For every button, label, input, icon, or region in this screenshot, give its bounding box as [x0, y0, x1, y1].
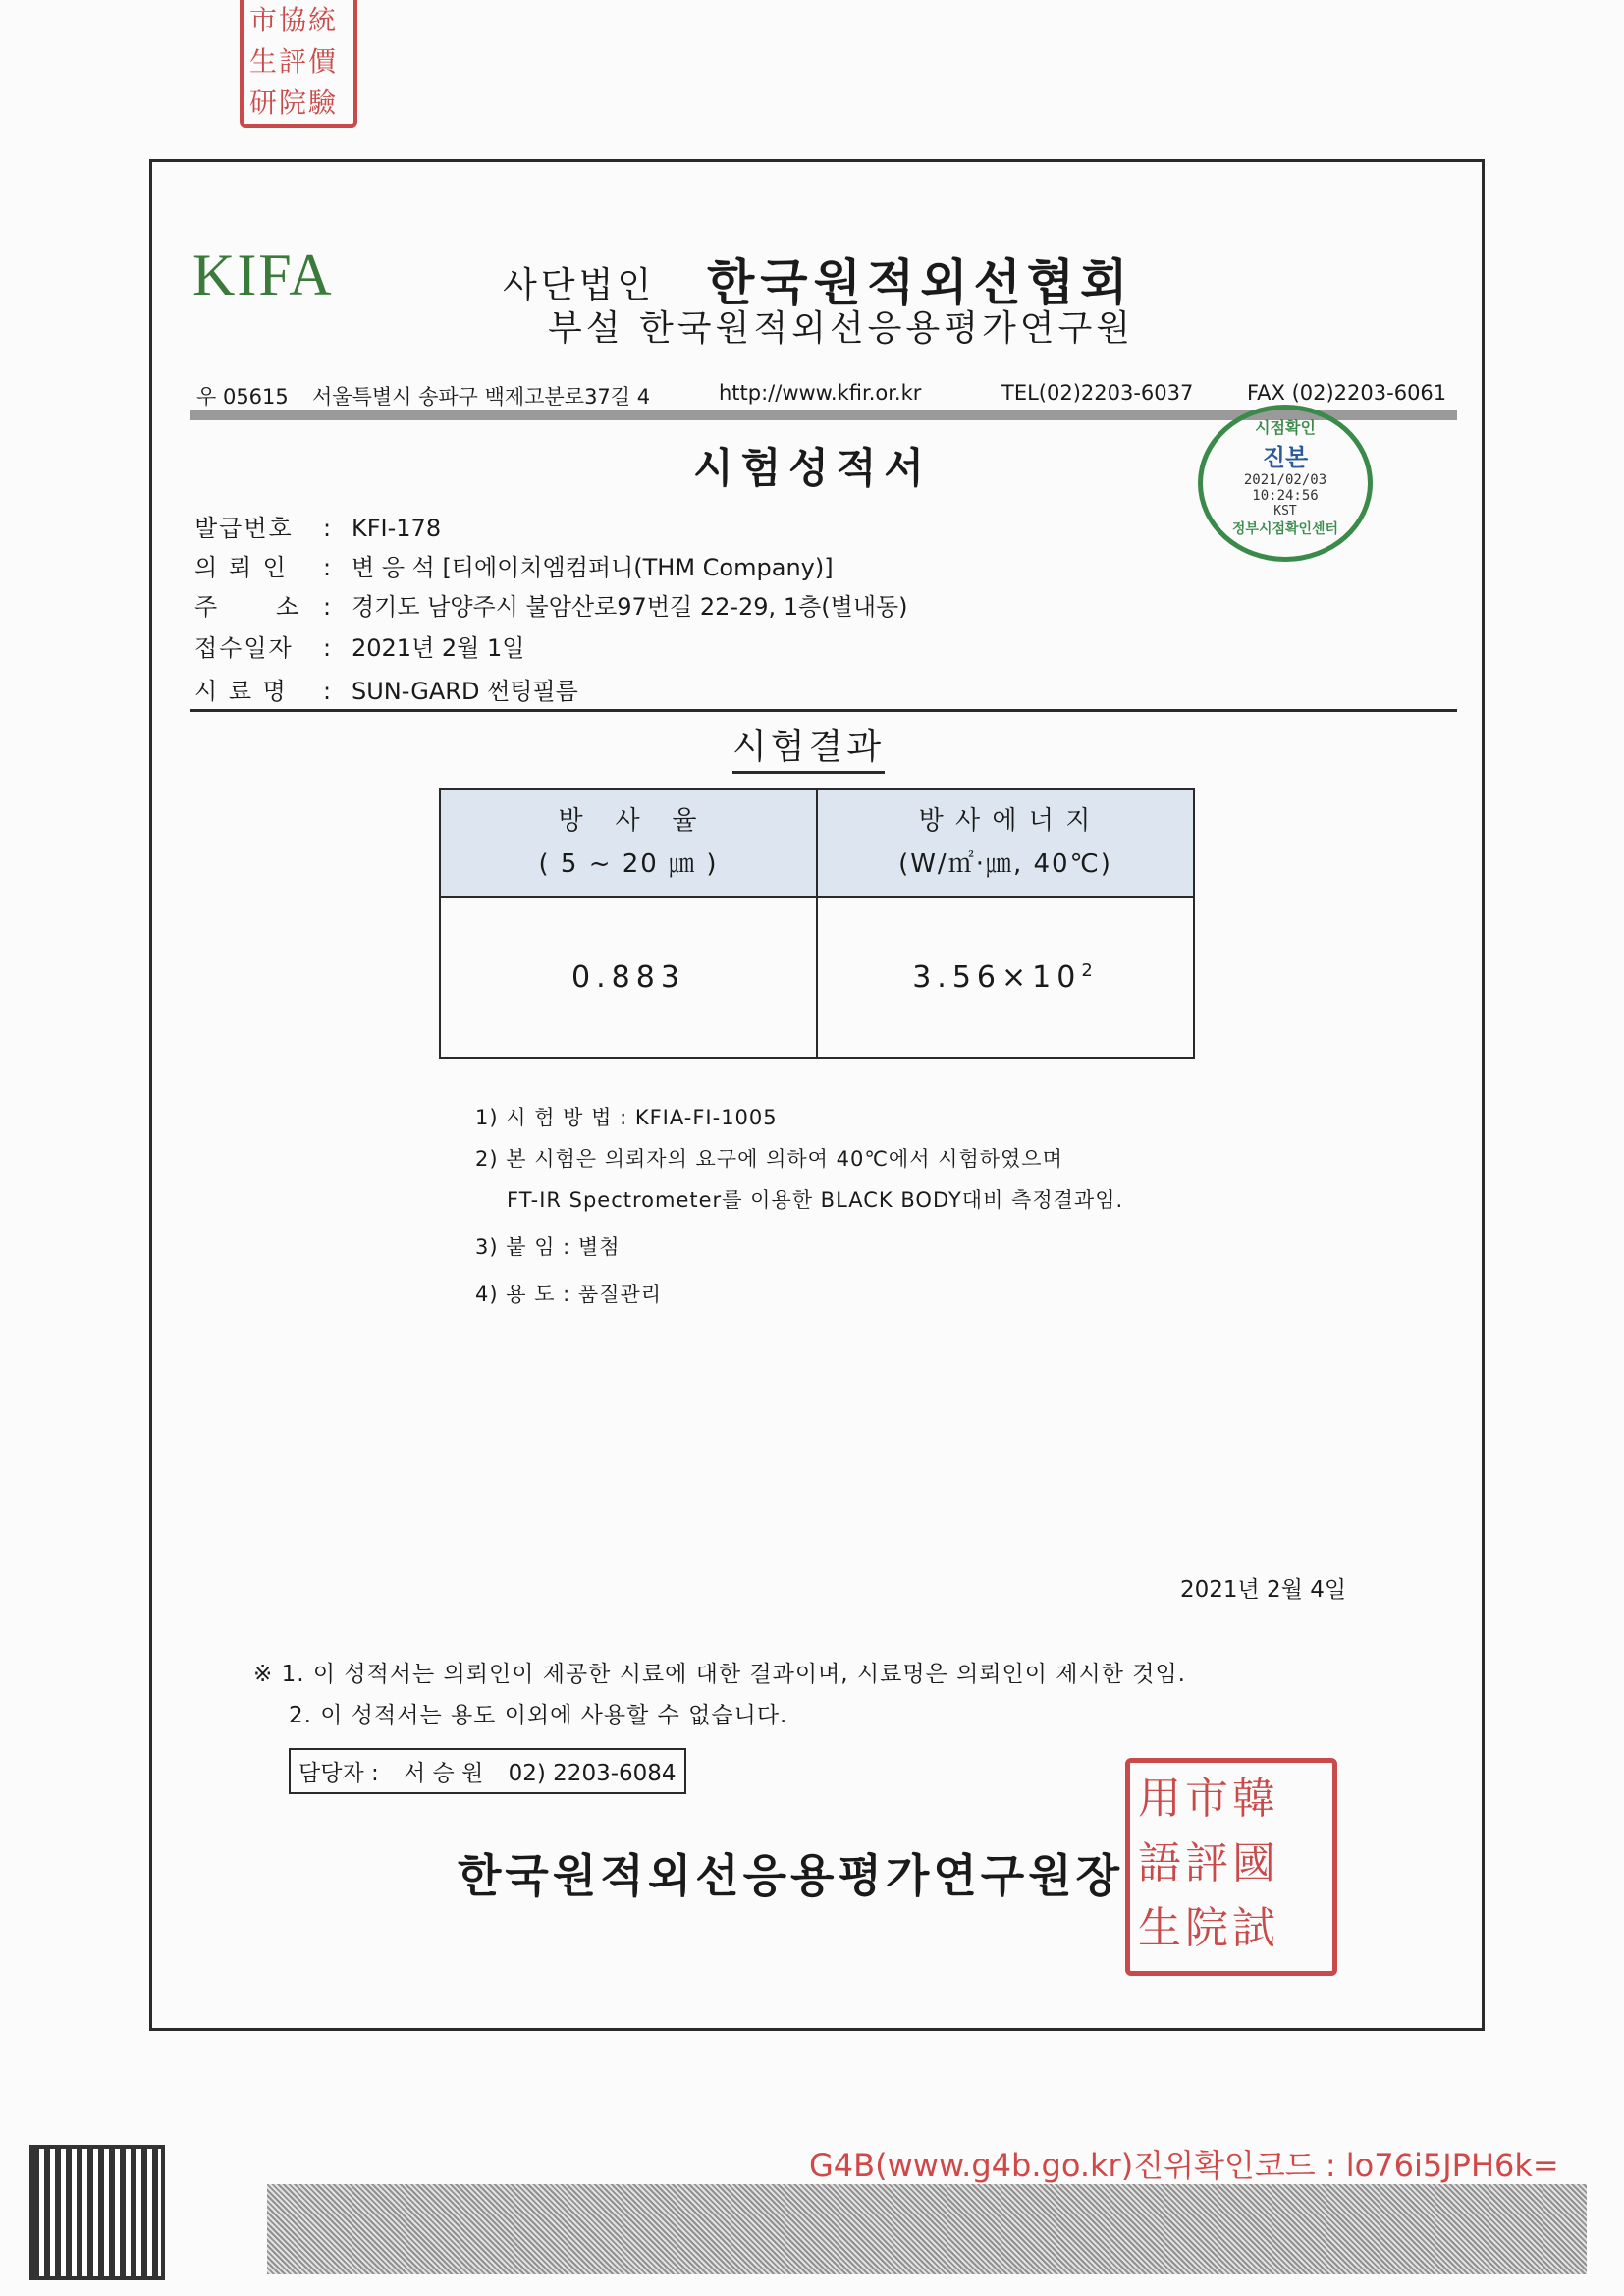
info-row-number: 발급번호 : KFI-178 — [194, 509, 441, 543]
info-label: 주 소 — [194, 593, 301, 621]
note-condition-cont: FT-IR Spectrometer를 이용한 BLACK BODY대비 측정결과임. — [507, 1188, 1124, 1212]
contact-box — [289, 1748, 686, 1794]
address: 서울특별시 송파구 백제고분로37길 4 — [312, 385, 651, 409]
stamp-time: 10:24:56 — [1252, 488, 1319, 504]
info-value: KFI-178 — [352, 515, 442, 542]
header-line: ( 5 ~ 20 ㎛ ) — [538, 849, 719, 879]
stamp-bottom: 정부시점확인센터 — [1231, 521, 1339, 537]
header-radiant-energy — [817, 789, 1194, 897]
tel: TEL(02)2203-6037 — [1001, 381, 1194, 405]
kifa-logo: KIFA — [192, 243, 334, 307]
section-title: 시험결과 — [732, 719, 885, 774]
info-value: 2021년 2월 1일 — [352, 634, 525, 662]
info-label: 의 뢰 인 — [194, 554, 288, 581]
stamp-top: 시점확인 — [1255, 418, 1316, 437]
official-seal: 用市韓 語評國 生院試 — [1125, 1758, 1337, 1976]
contact-label: 담당자 : — [298, 1761, 379, 1786]
issue-date: 2021년 2월 4일 — [1180, 1577, 1347, 1603]
qr-code[interactable] — [29, 2145, 165, 2280]
website: http://www.kfir.or.kr — [719, 381, 922, 405]
info-value: SUN-GARD 썬팅필름 — [352, 678, 578, 705]
fax: FAX (02)2203-6061 — [1247, 381, 1447, 405]
contact-phone: 02) 2203-6084 — [508, 1761, 677, 1786]
stamp-date: 2021/02/03 — [1243, 472, 1327, 488]
postal-code: 우 05615 — [196, 385, 289, 409]
note-purpose: 4) 용 도 : 품질관리 — [475, 1283, 663, 1306]
stamp-tz: KST — [1273, 504, 1297, 519]
info-label: 접수일자 — [194, 634, 294, 662]
results-table — [439, 788, 1195, 1059]
org-name: 한국원적외선협회 — [707, 254, 1134, 311]
verification-code: G4B(www.g4b.go.kr)진위확인코드 : lo76i5JPH6k= — [809, 2147, 1559, 2184]
stamp-center: 진본 — [1262, 444, 1309, 471]
info-row-client: 의 뢰 인 : 변 응 석 [티에이치엠컴퍼니(THM Company)] — [194, 548, 834, 582]
remark-1: ※ 1. 이 성적서는 의뢰인이 제공한 시료에 대한 결과이며, 시료명은 의뢰인이 제시한 것임. — [253, 1662, 1186, 1687]
note-attachment: 3) 붙 임 : 별첨 — [475, 1235, 621, 1259]
remark-2: 2. 이 성적서는 용도 이외에 사용할 수 없습니다. — [289, 1703, 788, 1728]
org-subtitle: 부설 한국원적외선응용평가연구원 — [548, 308, 1135, 349]
header-emissivity — [440, 789, 817, 897]
info-row-address: 주 소 : 경기도 남양주시 불암산로97번길 22-29, 1층(별내동) — [194, 587, 908, 622]
timestamp-stamp — [1198, 405, 1373, 562]
info-label: 시 료 명 — [194, 678, 288, 705]
header-line: (W/㎡·㎛, 40℃) — [898, 849, 1112, 879]
info-row-received: 접수일자 : 2021년 2월 1일 — [194, 629, 524, 663]
org-prefix: 사단법인 — [503, 265, 656, 305]
info-label: 발급번호 — [194, 515, 294, 542]
document-title: 시험성적서 — [693, 444, 932, 492]
info-divider — [190, 709, 1457, 712]
value-exponent: 2 — [1081, 959, 1099, 981]
value-emissivity: 0.883 — [440, 897, 817, 1058]
note-condition: 2) 본 시험은 의뢰자의 요구에 의하여 40℃에서 시험하였으며 — [475, 1147, 1063, 1171]
top-seal: 市協統 生評價 研院驗 — [240, 0, 357, 128]
issuer-name: 한국원적외선응용평가연구원장 — [458, 1849, 1124, 1902]
info-row-sample: 시 료 명 : SUN-GARD 썬팅필름 — [194, 672, 578, 706]
header-line: 방 사 율 — [558, 806, 699, 836]
info-value: 경기도 남양주시 불암산로97번길 22-29, 1층(별내동) — [352, 593, 908, 621]
info-value: 변 응 석 [티에이치엠컴퍼니(THM Company)] — [352, 554, 834, 581]
security-pattern — [267, 2184, 1587, 2274]
contact-name: 서 승 원 — [404, 1761, 484, 1786]
note-method: 1) 시 험 방 법 : KFIA-FI-1005 — [475, 1106, 778, 1129]
value-base: 3.56×10 — [912, 959, 1082, 995]
header-line: 방 사 에 너 지 — [918, 806, 1093, 836]
value-radiant-energy — [817, 897, 1194, 1058]
